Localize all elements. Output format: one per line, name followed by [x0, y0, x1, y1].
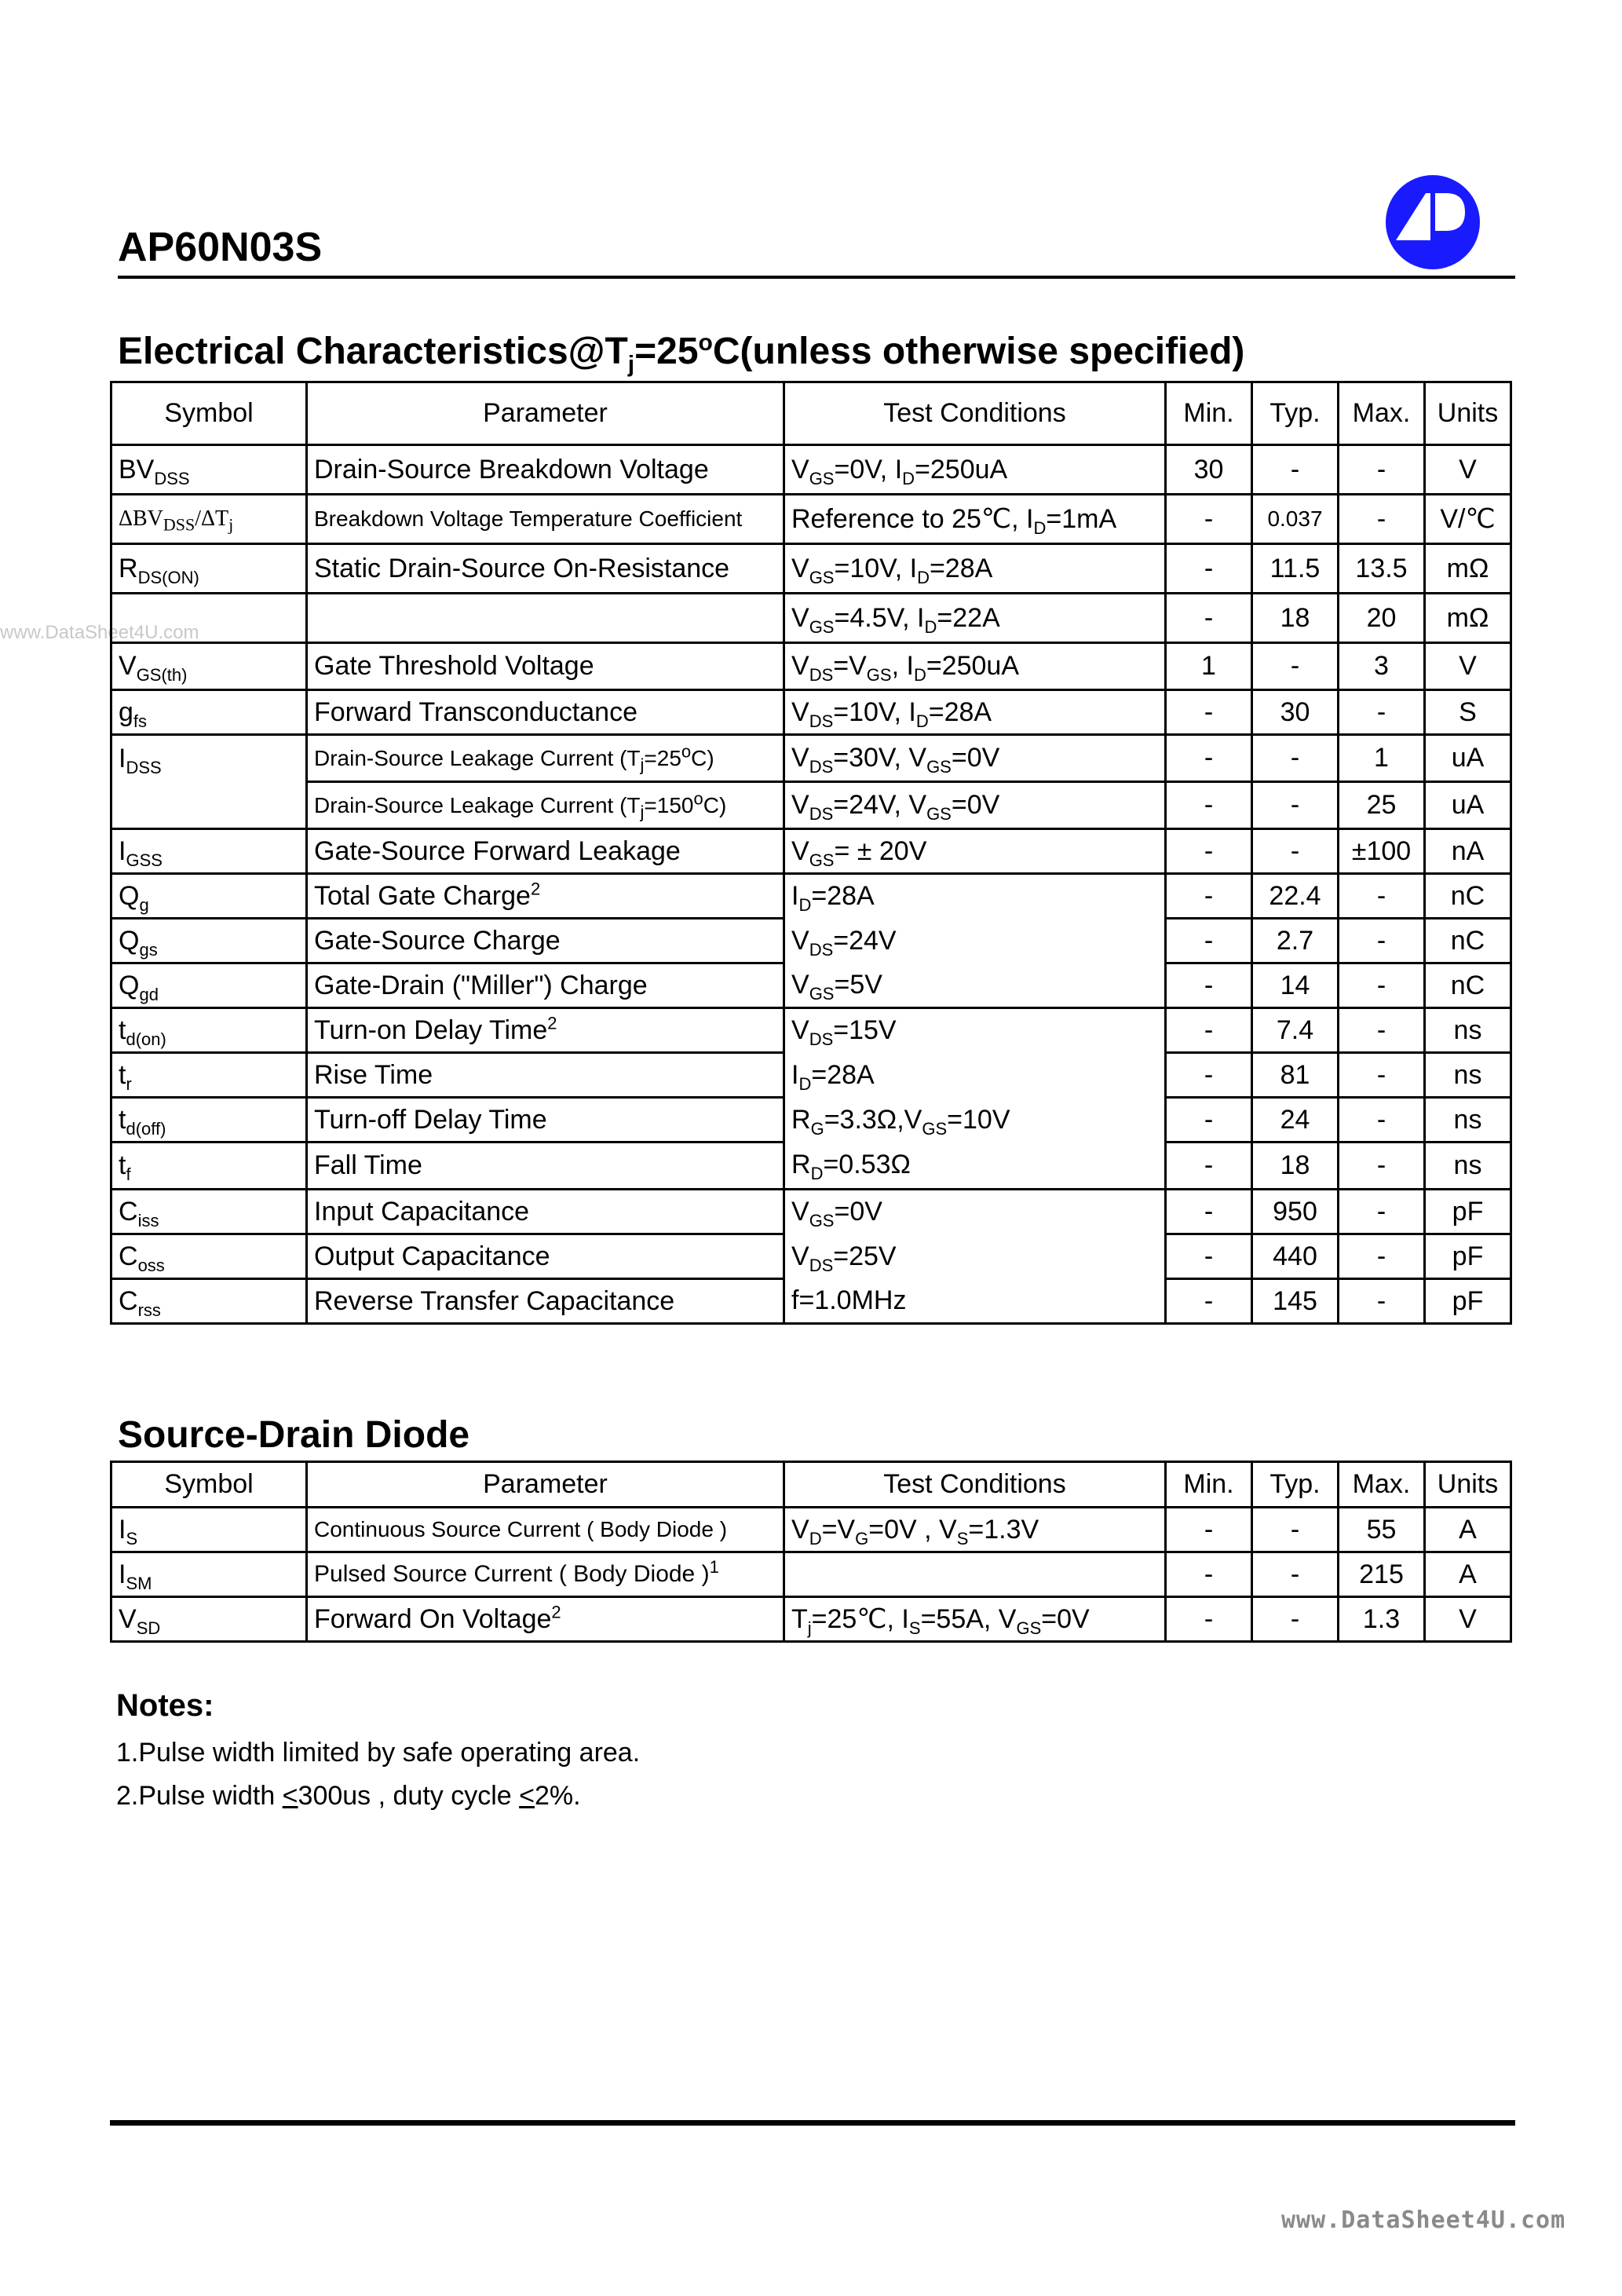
electrical-characteristics-title: Electrical $Characteristics@T_j=25^oC(unless$ otherwise specified)	[118, 330, 1245, 378]
typ-cell: 30	[1252, 690, 1339, 735]
max-cell: -	[1339, 1053, 1425, 1098]
max-cell: 1.3	[1339, 1597, 1425, 1642]
table-row	[111, 643, 1511, 690]
typ-cell: 11.5	[1252, 544, 1339, 594]
table-header-row	[111, 382, 1511, 445]
table-row	[111, 919, 1511, 963]
typ-cell: -	[1252, 643, 1339, 690]
col-header-symbol: Symbol	[111, 382, 307, 445]
symbol-cell: $g_{fs}$	[111, 690, 307, 735]
col-header-parameter: Parameter	[307, 1462, 784, 1508]
typ-cell: -	[1252, 829, 1339, 874]
parameter-cell: Continuous Source Current ( Body Diode )	[307, 1508, 784, 1552]
table-row	[111, 1234, 1511, 1279]
condition-cell: $V_{DS}=24V$, $V_{GS}=0V$	[784, 782, 1166, 829]
symbol-cell: $I_{GSS}$	[111, 829, 307, 874]
table-row	[111, 544, 1511, 594]
table-row	[111, 735, 1511, 782]
condition-cell: $R_D=0.53\Omega$	[784, 1143, 1166, 1190]
symbol-cell: $V_{SD}$	[111, 1597, 307, 1642]
min-cell: -	[1166, 829, 1252, 874]
table-row	[111, 782, 1511, 829]
max-cell: 1	[1339, 735, 1425, 782]
parameter-cell: Drain-Source Breakdown Voltage	[307, 445, 784, 495]
max-cell: -	[1339, 445, 1425, 495]
condition-cell: f=1.0MHz	[784, 1279, 1166, 1324]
unit-cell: mΩ	[1425, 594, 1511, 643]
max-cell: -	[1339, 495, 1425, 544]
source-drain-diode-title: Source-Drain Diode	[118, 1414, 470, 1456]
watermark-right: www.DataSheet4U.com	[1281, 2206, 1566, 2234]
col-header-min: Min.	[1166, 1462, 1252, 1508]
max-cell: 20	[1339, 594, 1425, 643]
unit-cell: ns	[1425, 1098, 1511, 1143]
parameter-cell: Forward Transconductance	[307, 690, 784, 735]
notes-title: Notes:	[116, 1688, 214, 1723]
parameter-cell: Gate Threshold Voltage	[307, 643, 784, 690]
typ-cell: -	[1252, 1552, 1339, 1597]
col-header-symbol: Symbol	[111, 1462, 307, 1508]
unit-cell: pF	[1425, 1190, 1511, 1234]
max-cell: -	[1339, 690, 1425, 735]
max-cell: -	[1339, 1008, 1425, 1053]
table-row	[111, 1190, 1511, 1234]
symbol-cell: $\Delta BV_{DSS}/\Delta T_j$	[111, 495, 307, 544]
condition-cell: $V_{GS}=0V$, $I_D=250uA$	[784, 445, 1166, 495]
condition-cell: $V_{DS}=24V$	[784, 919, 1166, 963]
source-drain-diode-table	[110, 1461, 1512, 1643]
parameter-cell: Pulsed Source Current ( Body Diode )$^1$	[307, 1552, 784, 1597]
typ-cell: 2.7	[1252, 919, 1339, 963]
condition-cell: $V_{DS}=15V$	[784, 1008, 1166, 1053]
table-row	[111, 445, 1511, 495]
symbol-cell: $t_r$	[111, 1053, 307, 1098]
typ-cell: 24	[1252, 1098, 1339, 1143]
col-header-typ: Typ.	[1252, 1462, 1339, 1508]
unit-cell: pF	[1425, 1234, 1511, 1279]
parameter-cell: Gate-Source Charge	[307, 919, 784, 963]
typ-cell: -	[1252, 1597, 1339, 1642]
col-header-units: Units	[1425, 382, 1511, 445]
condition-cell: $I_D=28A$	[784, 874, 1166, 919]
max-cell: -	[1339, 1279, 1425, 1324]
header-rule	[118, 276, 1515, 279]
parameter-cell: Drain-Source Leakage Current $(T_j=25^oC)$	[307, 735, 784, 782]
typ-cell: 81	[1252, 1053, 1339, 1098]
min-cell: 1	[1166, 643, 1252, 690]
max-cell: -	[1339, 1190, 1425, 1234]
max-cell: 25	[1339, 782, 1425, 829]
parameter-cell: Turn-on Delay Time$^2$	[307, 1008, 784, 1053]
symbol-cell	[111, 782, 307, 829]
electrical-characteristics-table	[110, 381, 1512, 1325]
col-header-test-conditions: Test Conditions	[784, 1462, 1166, 1508]
condition-cell: $R_G=3.3\Omega,V_{GS}=10V$	[784, 1098, 1166, 1143]
min-cell: -	[1166, 495, 1252, 544]
typ-cell: 440	[1252, 1234, 1339, 1279]
parameter-cell: Reverse Transfer Capacitance	[307, 1279, 784, 1324]
typ-cell: 0.037	[1252, 495, 1339, 544]
unit-cell: V	[1425, 445, 1511, 495]
min-cell: -	[1166, 919, 1252, 963]
parameter-cell: Rise Time	[307, 1053, 784, 1098]
condition-cell: Reference to 25℃, $I_D=1mA$	[784, 495, 1166, 544]
typ-cell: -	[1252, 1508, 1339, 1552]
condition-cell: $T_j=25℃$, $I_S=55A$, $V_{GS}=0V$	[784, 1597, 1166, 1642]
symbol-cell: $t_f$	[111, 1143, 307, 1190]
symbol-cell: $I_{SM}$	[111, 1552, 307, 1597]
max-cell: -	[1339, 1143, 1425, 1190]
col-header-max: Max.	[1339, 382, 1425, 445]
min-cell: -	[1166, 1008, 1252, 1053]
symbol-cell: $t_{d(off)}$	[111, 1098, 307, 1143]
table-row	[111, 1279, 1511, 1324]
symbol-cell: $Q_g$	[111, 874, 307, 919]
table-row	[111, 1597, 1511, 1642]
max-cell: 215	[1339, 1552, 1425, 1597]
condition-cell: $V_{DS}=V_{GS}$, $I_D=250uA$	[784, 643, 1166, 690]
unit-cell: ns	[1425, 1008, 1511, 1053]
unit-cell: A	[1425, 1552, 1511, 1597]
table-row	[111, 963, 1511, 1008]
max-cell: -	[1339, 1098, 1425, 1143]
condition-cell	[784, 1552, 1166, 1597]
symbol-cell: $BV_{DSS}$	[111, 445, 307, 495]
condition-cell: $V_{GS}=4.5V$, $I_D=22A$	[784, 594, 1166, 643]
max-cell: -	[1339, 874, 1425, 919]
typ-cell: 7.4	[1252, 1008, 1339, 1053]
parameter-cell: Gate-Source Forward Leakage	[307, 829, 784, 874]
symbol-cell: $Q_{gs}$	[111, 919, 307, 963]
table-row	[111, 594, 1511, 643]
symbol-cell: $C_{iss}$	[111, 1190, 307, 1234]
min-cell: -	[1166, 782, 1252, 829]
unit-cell: uA	[1425, 735, 1511, 782]
notes-section	[116, 1688, 640, 1818]
min-cell: -	[1166, 594, 1252, 643]
typ-cell: 950	[1252, 1190, 1339, 1234]
max-cell: -	[1339, 1234, 1425, 1279]
unit-cell: nA	[1425, 829, 1511, 874]
symbol-cell: $R_{DS(ON)}$	[111, 544, 307, 594]
unit-cell: V	[1425, 1597, 1511, 1642]
table-row	[111, 495, 1511, 544]
typ-cell: 14	[1252, 963, 1339, 1008]
min-cell: -	[1166, 874, 1252, 919]
max-cell: 13.5	[1339, 544, 1425, 594]
min-cell: -	[1166, 1098, 1252, 1143]
col-header-min: Min.	[1166, 382, 1252, 445]
min-cell: -	[1166, 1234, 1252, 1279]
min-cell: -	[1166, 963, 1252, 1008]
symbol-cell: $V_{GS(th)}$	[111, 643, 307, 690]
table-row	[111, 1098, 1511, 1143]
condition-cell: $V_{GS}=5V$	[784, 963, 1166, 1008]
min-cell: 30	[1166, 445, 1252, 495]
col-header-typ: Typ.	[1252, 382, 1339, 445]
note-item: 2.Pulse width <300us , duty cycle <2%.	[116, 1781, 581, 1811]
max-cell: -	[1339, 919, 1425, 963]
max-cell: -	[1339, 963, 1425, 1008]
table-row	[111, 874, 1511, 919]
symbol-cell: $Q_{gd}$	[111, 963, 307, 1008]
typ-cell: 145	[1252, 1279, 1339, 1324]
unit-cell: ns	[1425, 1143, 1511, 1190]
unit-cell: nC	[1425, 963, 1511, 1008]
table-row	[111, 829, 1511, 874]
min-cell: -	[1166, 1190, 1252, 1234]
unit-cell: nC	[1425, 919, 1511, 963]
parameter-cell: Drain-Source Leakage Current $(T_j=150^oC)$	[307, 782, 784, 829]
condition-cell: $V_{DS}=25V$	[784, 1234, 1166, 1279]
condition-cell: $V_{DS}=10V$, $I_D=28A$	[784, 690, 1166, 735]
typ-cell: 22.4	[1252, 874, 1339, 919]
symbol-cell: $t_{d(on)}$	[111, 1008, 307, 1053]
table-row	[111, 690, 1511, 735]
parameter-cell: Fall Time	[307, 1143, 784, 1190]
parameter-cell: Forward On Voltage$^2$	[307, 1597, 784, 1642]
typ-cell: 18	[1252, 594, 1339, 643]
min-cell: -	[1166, 544, 1252, 594]
col-header-max: Max.	[1339, 1462, 1425, 1508]
table-row	[111, 1143, 1511, 1190]
unit-cell: mΩ	[1425, 544, 1511, 594]
min-cell: -	[1166, 735, 1252, 782]
table-row	[111, 1552, 1511, 1597]
table-row	[111, 1053, 1511, 1098]
parameter-cell: Output Capacitance	[307, 1234, 784, 1279]
min-cell: -	[1166, 690, 1252, 735]
parameter-cell: Input Capacitance	[307, 1190, 784, 1234]
parameter-cell: Turn-off Delay Time	[307, 1098, 784, 1143]
symbol-cell: $I_S$	[111, 1508, 307, 1552]
condition-cell: $V_D=V_G=0V$ , $V_S=1.3V$	[784, 1508, 1166, 1552]
symbol-cell	[111, 594, 307, 643]
parameter-cell	[307, 594, 784, 643]
symbol-cell: $C_{oss}$	[111, 1234, 307, 1279]
typ-cell: -	[1252, 445, 1339, 495]
typ-cell: 18	[1252, 1143, 1339, 1190]
unit-cell: nC	[1425, 874, 1511, 919]
unit-cell: V/℃	[1425, 495, 1511, 544]
watermark-left: www.DataSheet4U.com	[0, 622, 199, 643]
typ-cell: -	[1252, 735, 1339, 782]
unit-cell: V	[1425, 643, 1511, 690]
table-header-row	[111, 1462, 1511, 1508]
note-item: 1.Pulse width limited by safe operating area.	[116, 1738, 641, 1768]
min-cell: -	[1166, 1279, 1252, 1324]
unit-cell: ns	[1425, 1053, 1511, 1098]
table-row	[111, 1508, 1511, 1552]
symbol-cell: $C_{rss}$	[111, 1279, 307, 1324]
parameter-cell: Gate-Drain ("Miller") Charge	[307, 963, 784, 1008]
max-cell: 3	[1339, 643, 1425, 690]
min-cell: -	[1166, 1597, 1252, 1642]
table-row	[111, 1008, 1511, 1053]
min-cell: -	[1166, 1143, 1252, 1190]
condition-cell: $V_{GS}= \pm 20V$	[784, 829, 1166, 874]
parameter-cell: Static Drain-Source On-Resistance	[307, 544, 784, 594]
max-cell: ±100	[1339, 829, 1425, 874]
typ-cell: -	[1252, 782, 1339, 829]
symbol-cell: $I_{DSS}$	[111, 735, 307, 782]
footer-rule	[110, 2120, 1515, 2126]
condition-cell: $V_{DS}=30V$, $V_{GS}=0V$	[784, 735, 1166, 782]
min-cell: -	[1166, 1508, 1252, 1552]
max-cell: 55	[1339, 1508, 1425, 1552]
condition-cell: $V_{GS}=10V$, $I_D=28A$	[784, 544, 1166, 594]
condition-cell: $V_{GS}=0V$	[784, 1190, 1166, 1234]
unit-cell: S	[1425, 690, 1511, 735]
condition-cell: $I_D=28A$	[784, 1053, 1166, 1098]
unit-cell: A	[1425, 1508, 1511, 1552]
ap-company-logo-icon	[1383, 173, 1482, 272]
parameter-cell: Total Gate Charge$^2$	[307, 874, 784, 919]
part-number-title: AP60N03S	[118, 225, 323, 270]
col-header-parameter: Parameter	[307, 382, 784, 445]
col-header-units: Units	[1425, 1462, 1511, 1508]
min-cell: -	[1166, 1552, 1252, 1597]
unit-cell: uA	[1425, 782, 1511, 829]
min-cell: -	[1166, 1053, 1252, 1098]
unit-cell: pF	[1425, 1279, 1511, 1324]
col-header-test-conditions: Test Conditions	[784, 382, 1166, 445]
parameter-cell: Breakdown Voltage Temperature Coefficient	[307, 495, 784, 544]
